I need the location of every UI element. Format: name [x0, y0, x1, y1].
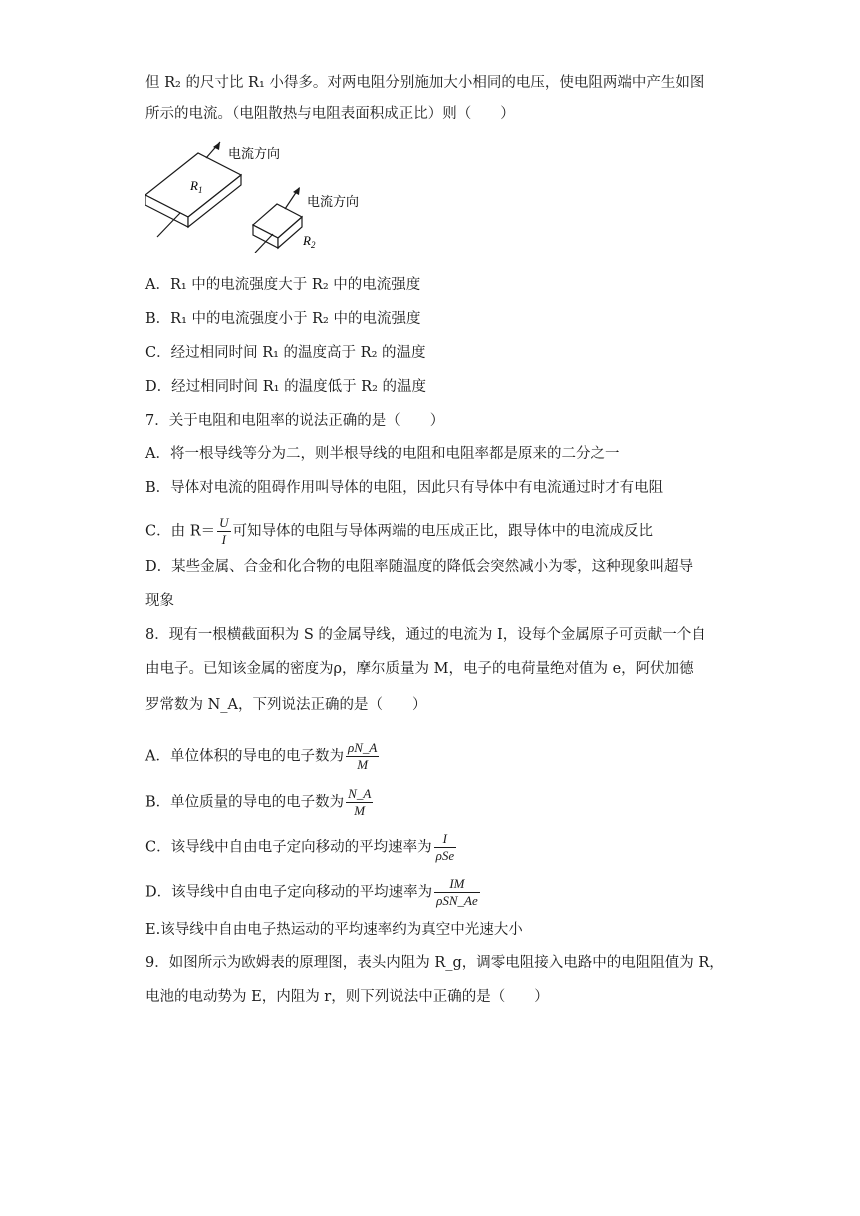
q8-option-a [145, 741, 381, 772]
q7-option-d-line2: 现象 [145, 593, 174, 609]
q8-option-c [145, 832, 458, 863]
q9-stem-line2: 电池的电动势为 E，内阻为 r，则下列说法中正确的是（ ） [145, 989, 549, 1005]
r1-label: $R_1$ [190, 178, 203, 195]
r2-label: $R_2$ [303, 233, 316, 250]
q8-formula-a: $\frac{\rho N\_A}{M}$ [347, 740, 378, 772]
q7-option-b: B．导体对电流的阻碍作用叫导体的电阻，因此只有导体中有电流通过时才有电阻 [145, 480, 664, 496]
q8-option-e: E.该导线中自由电子热运动的平均速率约为真空中光速大小 [145, 922, 523, 938]
q8-stem-line1: 8．现有一根横截面积为 S 的金属导线，通过的电流为 I，设每个金属原子可贡献一个自 [145, 627, 706, 643]
q9-stem-line1: 9．如图所示为欧姆表的原理图，表头内阻为 R_g，调零电阻接入电路中的电阻阻值为 R， [145, 955, 724, 971]
q7-option-a: A．将一根导线等分为二，则半根导线的电阻和电阻率都是原来的二分之一 [145, 446, 620, 462]
resistor-figure [145, 138, 375, 253]
q8-option-b [145, 787, 375, 818]
q8-formula-d: $\frac{IM}{\text{ρSN\_Ae}}$ [436, 876, 478, 908]
current-label-1: 电流方向 [228, 147, 281, 162]
q8-option-d [145, 877, 482, 908]
q6-option-a: A．R₁ 中的电流强度大于 R₂ 中的电流强度 [145, 277, 421, 293]
q7-option-d-line1: D．某些金属、合金和化合物的电阻率随温度的降低会突然减小为零，这种现象叫超导 [145, 559, 694, 575]
q8-formula-c: $\frac{I}{\text{ρSe}}$ [435, 831, 455, 863]
q7-option-c-prefix: C．由 R＝ [145, 523, 216, 540]
q6-intro-line1: 但 R₂ 的尺寸比 R₁ 小得多。对两电阻分别施加大小相同的电压，使电阻两端中产生如图 [145, 75, 705, 91]
q6-option-d: D．经过相同时间 R₁ 的温度低于 R₂ 的温度 [145, 379, 427, 395]
q8-stem-line2: 由电子。已知该金属的密度为ρ，摩尔质量为 M，电子的电荷量绝对值为 e，阿伏加德 [145, 661, 694, 677]
q8-stem-line3: 罗常数为 N_A，下列说法正确的是（ ） [145, 697, 427, 713]
r2-arrow-head [293, 187, 300, 195]
q6-intro-line2: 所示的电流。（电阻散热与电阻表面积成正比）则（ ） [145, 106, 515, 122]
q7-formula-r-eq-u-over-i: $\frac{U}{I}$ [219, 515, 229, 547]
q7-stem: 7．关于电阻和电阻率的说法正确的是（ ） [145, 413, 445, 429]
current-label-2: 电流方向 [307, 195, 360, 210]
q8-option-d-prefix: D．该导线中自由电子定向移动的平均速率为 [145, 884, 433, 901]
q8-option-a-prefix: A．单位体积的导电的电子数为 [145, 748, 344, 765]
q6-option-b: B．R₁ 中的电流强度小于 R₂ 中的电流强度 [145, 311, 421, 327]
q7-option-c-suffix: 可知导体的电阻与导体两端的电压成正比，跟导体中的电流成反比 [232, 523, 654, 540]
q8-option-c-prefix: C．该导线中自由电子定向移动的平均速率为 [145, 839, 432, 856]
q8-formula-b: $\frac{N\_A}{M}$ [348, 786, 372, 818]
q7-option-c [145, 516, 653, 547]
q6-option-c: C．经过相同时间 R₁ 的温度高于 R₂ 的温度 [145, 345, 426, 361]
q8-option-b-prefix: B．单位质量的导电的电子数为 [145, 794, 345, 811]
